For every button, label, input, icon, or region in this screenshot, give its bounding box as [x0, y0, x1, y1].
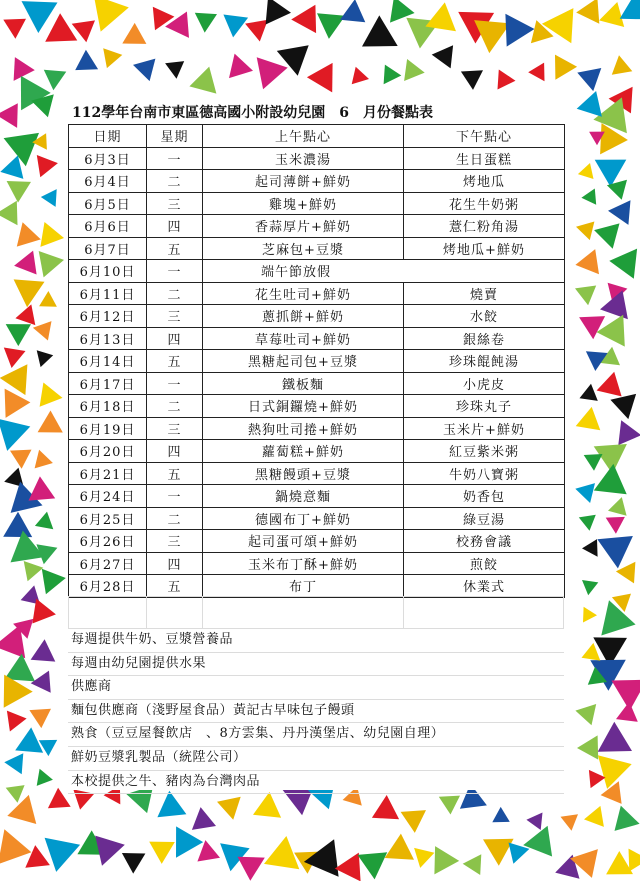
menu-weekday-cell: 五: [147, 237, 203, 260]
menu-weekday-cell: 二: [147, 170, 203, 193]
menu-pm-snack-cell: 紅豆紫米粥: [404, 440, 565, 463]
triangle-decoration: [25, 845, 50, 868]
triangle-decoration: [577, 68, 601, 91]
menu-row: [69, 282, 565, 305]
triangle-decoration: [526, 813, 542, 831]
triangle-decoration: [615, 806, 640, 831]
menu-date-cell: 6月5日: [69, 192, 147, 215]
triangle-decoration: [3, 512, 32, 537]
triangle-decoration: [14, 57, 35, 81]
menu-row: [69, 260, 565, 283]
menu-row: [69, 305, 565, 328]
triangle-decoration: [45, 838, 81, 872]
triangle-decoration: [75, 50, 98, 70]
triangle-decoration: [157, 791, 186, 818]
triangle-decoration: [582, 643, 601, 661]
menu-am-snack-cell: 德國布丁+鮮奶: [203, 507, 404, 530]
triangle-decoration: [598, 755, 632, 789]
triangle-decoration: [229, 54, 253, 79]
triangle-decoration: [266, 0, 291, 24]
triangle-decoration: [601, 600, 635, 635]
header-am-snack: 上午點心: [203, 125, 404, 148]
menu-pm-snack-cell: 煎餃: [404, 552, 565, 575]
triangle-decoration: [582, 539, 598, 557]
menu-am-snack-cell: 蔥抓餅+鮮奶: [203, 305, 404, 328]
triangle-decoration: [439, 796, 460, 815]
triangle-decoration: [583, 607, 597, 623]
menu-weekday-cell: 二: [147, 507, 203, 530]
menu-date-cell: 6月27日: [69, 552, 147, 575]
menu-pm-snack-cell: 校務會議: [404, 530, 565, 553]
triangle-decoration: [45, 13, 77, 42]
menu-pm-snack-cell: 花生牛奶粥: [404, 192, 565, 215]
triangle-decoration: [40, 222, 64, 247]
triangle-decoration: [133, 59, 155, 82]
menu-date-cell: 6月28日: [69, 575, 147, 598]
note-dairy-supplier: 鮮奶豆漿乳製品（統陞公司）: [68, 747, 564, 771]
triangle-decoration: [606, 517, 625, 534]
triangle-decoration: [4, 654, 35, 682]
blank-rows: [68, 596, 564, 628]
menu-row: [69, 417, 565, 440]
triangle-decoration: [7, 181, 31, 203]
triangle-decoration: [610, 394, 636, 419]
note-cooked-food: 熟食（豆豆屋餐飲店 、8方雲集、丹丹漢堡店、幼兒園自理）: [68, 723, 564, 747]
menu-am-snack-cell: 香蒜厚片+鮮奶: [203, 215, 404, 238]
triangle-decoration: [384, 65, 402, 85]
triangle-decoration: [33, 321, 52, 340]
menu-weekday-cell: 一: [147, 147, 203, 170]
triangle-decoration: [223, 15, 248, 38]
triangle-decoration: [576, 222, 594, 241]
triangle-decoration: [461, 70, 483, 90]
menu-pm-snack-cell: 珍珠丸子: [404, 395, 565, 418]
triangle-decoration: [620, 0, 640, 19]
note-meat-origin: 本校提供之牛、豬肉為台灣肉品: [68, 771, 564, 795]
triangle-decoration: [618, 420, 640, 445]
menu-header-row: [69, 125, 565, 148]
triangle-decoration: [463, 854, 482, 875]
menu-am-snack-cell: 玉米濃湯: [203, 147, 404, 170]
triangle-decoration: [176, 826, 203, 857]
menu-date-cell: 6月25日: [69, 507, 147, 530]
menu-am-snack-cell: 草莓吐司+鮮奶: [203, 327, 404, 350]
triangle-decoration: [22, 1, 58, 33]
triangle-decoration: [629, 849, 640, 872]
triangle-decoration: [414, 848, 434, 868]
triangle-decoration: [612, 680, 640, 711]
triangle-decoration: [580, 384, 598, 401]
triangle-decoration: [0, 364, 27, 395]
note-fruit: 每週由幼兒園提供水果: [68, 653, 564, 677]
triangle-decoration: [582, 580, 598, 595]
triangle-decoration: [10, 450, 32, 469]
triangle-decoration: [165, 61, 184, 79]
triangle-decoration: [122, 23, 146, 44]
triangle-decoration: [4, 753, 23, 774]
menu-weekday-cell: 三: [147, 530, 203, 553]
menu-weekday-cell: 四: [147, 215, 203, 238]
triangle-decoration: [15, 304, 35, 325]
triangle-decoration: [3, 19, 26, 39]
menu-pm-snack-cell: 小虎皮: [404, 372, 565, 395]
triangle-decoration: [576, 0, 599, 24]
menu-am-snack-cell: 黑糖饅頭+豆漿: [203, 462, 404, 485]
triangle-decoration: [385, 834, 414, 860]
triangle-decoration: [39, 291, 57, 307]
menu-weekday-cell: 三: [147, 417, 203, 440]
menu-pm-snack-cell: 薏仁粉角湯: [404, 215, 565, 238]
triangle-decoration: [29, 476, 56, 500]
menu-date-cell: 6月7日: [69, 237, 147, 260]
menu-pm-snack-cell: 燒賣: [404, 282, 565, 305]
menu-pm-snack-cell: 銀絲卷: [404, 327, 565, 350]
menu-am-snack-cell: 鐵板麵: [203, 372, 404, 395]
triangle-decoration: [37, 155, 58, 177]
triangle-decoration: [335, 853, 361, 881]
triangle-decoration: [7, 711, 27, 732]
menu-pm-snack-cell: 玉米片+鮮奶: [404, 417, 565, 440]
triangle-decoration: [523, 826, 552, 857]
menu-date-cell: 6月14日: [69, 350, 147, 373]
triangle-decoration: [528, 63, 544, 82]
menu-row: [69, 462, 565, 485]
triangle-decoration: [577, 735, 598, 759]
menu-weekday-cell: 一: [147, 260, 203, 283]
menu-am-snack-cell: 鍋燒意麵: [203, 485, 404, 508]
triangle-decoration: [24, 561, 44, 581]
menu-row: [69, 170, 565, 193]
menu-row: [69, 215, 565, 238]
triangle-decoration: [39, 740, 57, 756]
triangle-decoration: [94, 0, 129, 32]
triangle-decoration: [195, 13, 217, 33]
triangle-decoration: [35, 512, 53, 530]
triangle-decoration: [307, 63, 333, 93]
menu-row: [69, 575, 565, 598]
menu-date-cell: 6月13日: [69, 327, 147, 350]
triangle-decoration: [17, 222, 41, 246]
menu-pm-snack-cell: 奶香包: [404, 485, 565, 508]
triangle-decoration: [7, 795, 36, 824]
menu-am-snack-cell: 芝麻包+豆漿: [203, 237, 404, 260]
menu-row: [69, 237, 565, 260]
menu-weekday-cell: 二: [147, 395, 203, 418]
triangle-decoration: [264, 836, 299, 869]
triangle-decoration: [0, 103, 18, 128]
triangle-decoration: [0, 419, 30, 451]
triangle-decoration: [35, 450, 53, 469]
menu-weekday-cell: 二: [147, 282, 203, 305]
menu-pm-snack-cell: 生日蛋糕: [404, 147, 565, 170]
menu-weekday-cell: 五: [147, 462, 203, 485]
triangle-decoration: [4, 133, 39, 166]
triangle-decoration: [597, 536, 633, 568]
menu-date-cell: 6月26日: [69, 530, 147, 553]
menu-pm-snack-cell: 休業式: [404, 575, 565, 598]
menu-date-cell: 6月18日: [69, 395, 147, 418]
menu-weekday-cell: 一: [147, 485, 203, 508]
menu-weekday-cell: 三: [147, 305, 203, 328]
triangle-decoration: [6, 785, 25, 803]
menu-pm-snack-cell: 烤地瓜+鮮奶: [404, 237, 565, 260]
triangle-decoration: [599, 2, 624, 27]
triangle-decoration: [37, 769, 53, 786]
triangle-decoration: [579, 316, 605, 339]
menu-date-cell: 6月11日: [69, 282, 147, 305]
menu-weekday-cell: 五: [147, 350, 203, 373]
triangle-decoration: [245, 20, 268, 42]
triangle-decoration: [0, 201, 18, 226]
menu-am-snack-cell: 起司蛋可頌+鮮奶: [203, 530, 404, 553]
triangle-decoration: [37, 350, 54, 367]
menu-row: [69, 327, 565, 350]
menu-am-snack-cell: 花生吐司+鮮奶: [203, 282, 404, 305]
triangle-decoration: [425, 2, 456, 31]
triangle-decoration: [598, 722, 632, 752]
triangle-decoration: [579, 515, 596, 531]
triangle-decoration: [6, 324, 31, 346]
note-suppliers-heading: 供應商: [68, 676, 564, 700]
triangle-decoration: [358, 852, 388, 879]
menu-row: [69, 440, 565, 463]
triangle-decoration: [575, 483, 595, 503]
triangle-decoration: [95, 836, 125, 866]
triangle-decoration: [31, 671, 51, 693]
menu-date-cell: 6月3日: [69, 147, 147, 170]
menu-date-cell: 6月10日: [69, 260, 147, 283]
triangle-decoration: [217, 797, 241, 820]
menu-pm-snack-cell: 水餃: [404, 305, 565, 328]
triangle-decoration: [29, 709, 51, 728]
triangle-decoration: [576, 407, 601, 430]
triangle-decoration: [238, 857, 265, 881]
triangle-decoration: [39, 251, 64, 277]
note-bread-supplier: 麵包供應商（淺野屋食品）黃記古早味包子饅頭: [68, 700, 564, 724]
menu-am-snack-cell: 起司薄餅+鮮奶: [203, 170, 404, 193]
menu-am-snack-cell: 布丁: [203, 575, 404, 598]
menu-pm-snack-cell: 珍珠餛飩湯: [404, 350, 565, 373]
menu-weekday-cell: 四: [147, 327, 203, 350]
triangle-decoration: [575, 704, 596, 725]
triangle-decoration: [257, 57, 288, 89]
triangle-decoration: [584, 454, 603, 471]
triangle-decoration: [401, 810, 426, 833]
menu-date-cell: 6月20日: [69, 440, 147, 463]
menu-am-snack-cell: 日式銅鑼燒+鮮奶: [203, 395, 404, 418]
menu-row: [69, 372, 565, 395]
menu-row: [69, 485, 565, 508]
triangle-decoration: [404, 59, 425, 81]
menu-weekday-cell: 四: [147, 440, 203, 463]
menu-date-cell: 6月19日: [69, 417, 147, 440]
triangle-decoration: [584, 806, 604, 827]
menu-pm-snack-cell: 烤地瓜: [404, 170, 565, 193]
triangle-decoration: [31, 639, 56, 661]
triangle-decoration: [608, 200, 631, 225]
triangle-decoration: [41, 189, 57, 207]
triangle-decoration: [434, 846, 459, 874]
triangle-decoration: [597, 372, 622, 397]
triangle-decoration: [14, 251, 36, 275]
triangle-decoration: [578, 163, 594, 179]
menu-pm-snack-cell: 綠豆湯: [404, 507, 565, 530]
menu-row: [69, 507, 565, 530]
header-weekday: 星期: [147, 125, 203, 148]
triangle-decoration: [432, 45, 453, 68]
triangle-decoration: [612, 55, 633, 75]
menu-date-cell: 6月24日: [69, 485, 147, 508]
triangle-decoration: [561, 814, 579, 831]
triangle-decoration: [42, 569, 66, 594]
triangle-decoration: [38, 411, 63, 433]
triangle-decoration: [103, 48, 122, 68]
triangle-decoration: [122, 853, 145, 874]
menu-row: [69, 395, 565, 418]
menu-row: [69, 530, 565, 553]
triangle-decoration: [594, 223, 619, 248]
triangle-decoration: [575, 286, 596, 306]
note-milk-soy: 每週提供牛奶、豆漿營養品: [68, 628, 564, 653]
header-date: 日期: [69, 125, 147, 148]
triangle-decoration: [317, 13, 345, 39]
triangle-decoration: [492, 807, 510, 822]
menu-weekday-cell: 一: [147, 372, 203, 395]
menu-am-snack-cell: 蘿蔔糕+鮮奶: [203, 440, 404, 463]
header-pm-snack: 下午點心: [404, 125, 565, 148]
menu-row: [69, 147, 565, 170]
menu-pm-snack-cell: 牛奶八寶粥: [404, 462, 565, 485]
triangle-decoration: [0, 155, 23, 179]
triangle-decoration: [192, 807, 216, 830]
menu-row: [69, 192, 565, 215]
menu-title: 112學年台南市東區德高國小附設幼兒園 6 月份餐點表: [72, 105, 433, 121]
triangle-decoration: [498, 70, 516, 90]
triangle-decoration: [505, 14, 534, 47]
triangle-decoration: [372, 795, 399, 819]
triangle-decoration: [609, 249, 637, 279]
triangle-decoration: [575, 249, 599, 274]
menu-date-cell: 6月17日: [69, 372, 147, 395]
menu-am-snack-cell: 玉米布丁酥+鮮奶: [203, 552, 404, 575]
triangle-decoration: [291, 5, 316, 33]
menu-row: [69, 552, 565, 575]
menu-weekday-cell: 五: [147, 575, 203, 598]
triangle-decoration: [44, 70, 67, 91]
triangle-decoration: [352, 67, 369, 85]
menu-date-cell: 6月12日: [69, 305, 147, 328]
menu-date-cell: 6月21日: [69, 462, 147, 485]
menu-am-snack-cell: 黑糖起司包+豆漿: [203, 350, 404, 373]
triangle-decoration: [40, 383, 63, 407]
menu-weekday-cell: 三: [147, 192, 203, 215]
triangle-decoration: [4, 348, 26, 369]
menu-weekday-cell: 四: [147, 552, 203, 575]
triangle-decoration: [340, 0, 365, 22]
menu-am-snack-cell: 雞塊+鮮奶: [203, 192, 404, 215]
triangle-decoration: [14, 279, 45, 307]
triangle-decoration: [581, 189, 596, 205]
menu-row: [69, 350, 565, 373]
menu-date-cell: 6月4日: [69, 170, 147, 193]
menu-table: [68, 124, 565, 598]
triangle-decoration: [608, 497, 627, 516]
triangle-decoration: [149, 842, 175, 864]
menu-date-cell: 6月6日: [69, 215, 147, 238]
menu-holiday-cell: 端午節放假: [203, 260, 565, 283]
menu-am-snack-cell: 熱狗吐司捲+鮮奶: [203, 417, 404, 440]
triangle-decoration: [253, 792, 281, 818]
triangle-decoration: [5, 389, 31, 418]
triangle-decoration: [32, 599, 56, 624]
triangle-decoration: [189, 67, 216, 94]
triangle-decoration: [594, 464, 627, 494]
triangle-decoration: [15, 727, 43, 752]
triangle-decoration: [0, 829, 31, 864]
notes-section: [68, 628, 564, 794]
triangle-decoration: [577, 91, 602, 117]
triangle-decoration: [555, 55, 577, 80]
